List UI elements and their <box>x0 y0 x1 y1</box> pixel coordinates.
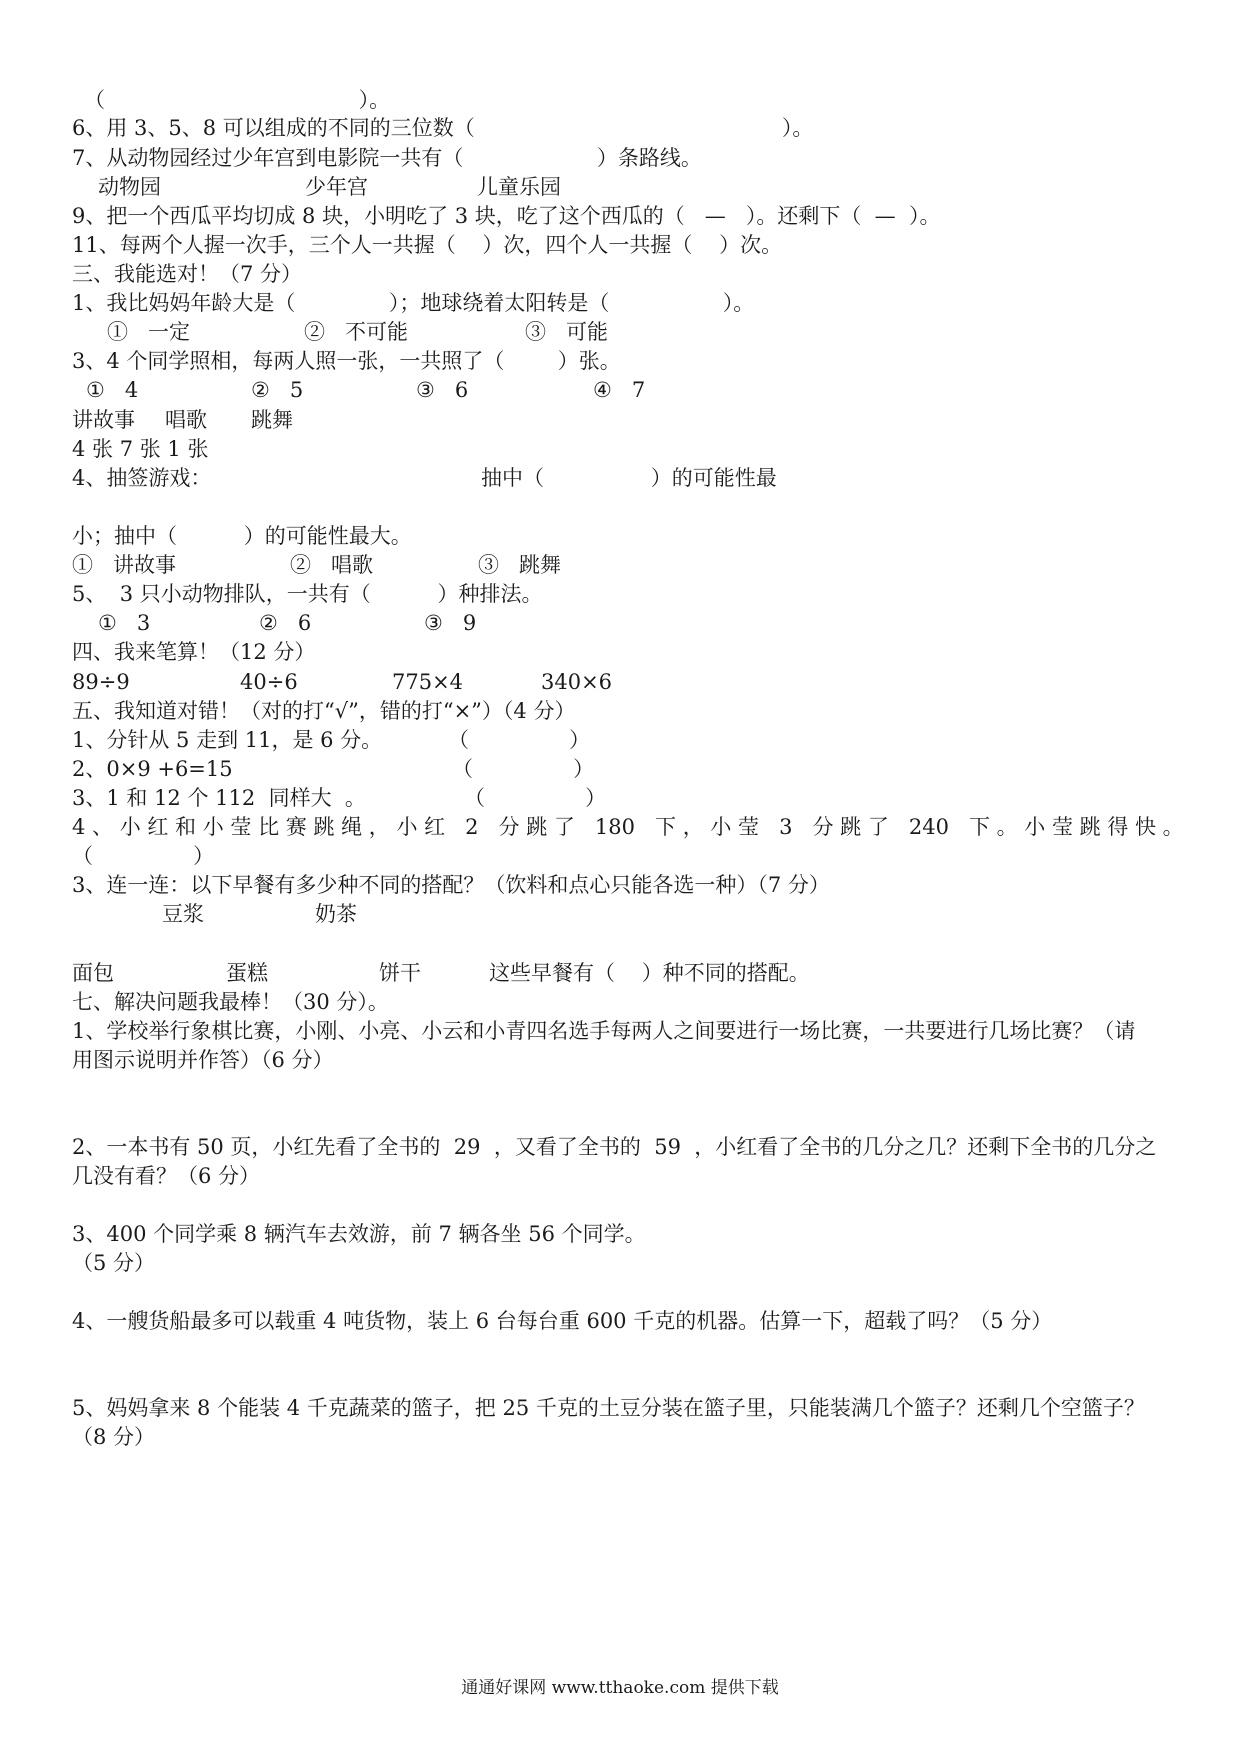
option-4: ④ 7 <box>593 378 646 402</box>
tf-2: 2、0×9 +6=15 <box>72 757 233 781</box>
problem-1: 1、学校举行象棋比赛，小刚、小亮、小云和小青四名选手每两人之间要进行一场比赛，一共要进行几场比赛？（请 <box>72 1019 1136 1043</box>
problem-3-points: （5 分） <box>72 1251 156 1275</box>
option-1: ① 4 <box>86 378 139 402</box>
option-2: ② 不可能 <box>304 320 409 344</box>
problem-5-points: （8 分） <box>72 1425 156 1449</box>
problem-2: 2、一本书有 50 页，小红先看了全书的 29 ，又看了全书的 59 ，小红看了全书的几分之几？还剩下全书的几分之 <box>72 1135 1157 1159</box>
calc-1: 89÷9 <box>72 670 130 694</box>
card-label-dance: 跳舞 <box>251 408 293 432</box>
option-1: ① 讲故事 <box>72 553 177 577</box>
question-3-4: 4、抽签游戏： <box>72 466 212 490</box>
calc-4: 340×6 <box>541 670 613 694</box>
option-2: ② 唱歌 <box>290 553 374 577</box>
snack-cake: 蛋糕 <box>226 961 268 985</box>
problem-5: 5、妈妈拿来 8 个能装 4 千克蔬菜的篮子，把 25 千克的土豆分装在篮子里，只能装满几个篮子？还剩几个空篮子？ <box>72 1396 1145 1420</box>
drink-soy-milk: 豆浆 <box>162 902 204 926</box>
problem-2-cont: 几没有看？（6 分） <box>72 1164 261 1188</box>
question-6: 6、用 3、5、8 可以组成的不同的三位数（ ）。 <box>72 116 814 140</box>
card-label-sing: 唱歌 <box>165 408 207 432</box>
question-connect: 3、连一连：以下早餐有多少种不同的搭配？（饮料和点心只能各选一种）（7 分） <box>72 873 830 897</box>
question-11: 11、每两个人握一次手，三个人一共握（ ）次，四个人一共握（ ）次。 <box>72 233 783 257</box>
combo-question: 这些早餐有（ ）种不同的搭配。 <box>489 961 810 985</box>
option-3: ③ 6 <box>416 378 469 402</box>
label-youth-palace: 少年宫 <box>305 175 368 199</box>
question-3-4-cont: 小；抽中（ ）的可能性最大。 <box>72 524 412 548</box>
tf-4-blank: （ ） <box>72 844 215 868</box>
calc-2: 40÷6 <box>240 670 298 694</box>
option-3: ③ 跳舞 <box>478 553 562 577</box>
label-kids-park: 儿童乐园 <box>477 175 561 199</box>
drink-milk-tea: 奶茶 <box>315 902 357 926</box>
problem-4: 4、一艘货船最多可以载重 4 吨货物，装上 6 台每台重 600 千克的机器。估算一下，超载了吗？（5 分） <box>72 1309 1053 1333</box>
section-5-heading: 五、我知道对错！（对的打“√”，错的打“×”）（4 分） <box>72 699 576 723</box>
text-line: （ ）。 <box>84 88 391 112</box>
section-7-heading: 七、解决问题我最棒！（30 分）。 <box>72 990 389 1014</box>
question-7: 7、从动物园经过少年宫到电影院一共有（ ）条路线。 <box>72 146 702 170</box>
tf-2-blank: （ ） <box>452 757 595 781</box>
snack-biscuit: 饼干 <box>379 961 421 985</box>
section-3-heading: 三、我能选对！（7 分） <box>72 262 303 286</box>
card-label-story: 讲故事 <box>72 408 135 432</box>
option-3: ③ 9 <box>424 611 477 635</box>
label-zoo: 动物园 <box>98 175 161 199</box>
option-1: ① 3 <box>98 611 151 635</box>
snack-bread: 面包 <box>72 961 114 985</box>
card-counts: 4 张 7 张 1 张 <box>72 437 209 461</box>
question-3-5: 5、 3 只小动物排队，一共有（ ）种排法。 <box>72 582 543 606</box>
calc-3: 775×4 <box>392 670 464 694</box>
option-2: ② 6 <box>259 611 312 635</box>
tf-1: 1、分针从 5 走到 11，是 6 分。 <box>72 728 383 752</box>
question-3-1: 1、我比妈妈年龄大是（ ）；地球绕着太阳转是（ ）。 <box>72 291 755 315</box>
option-1: ① 一定 <box>107 320 191 344</box>
footer: 通通好课网 www.tthaoke.com 提供下载 <box>461 1678 779 1698</box>
problem-3: 3、400 个同学乘 8 辆汽车去效游，前 7 辆各坐 56 个同学。 <box>72 1222 646 1246</box>
tf-3: 3、1 和 12 个 112 同样大 。 <box>72 786 366 810</box>
question-9: 9、把一个西瓜平均切成 8 块，小明吃了 3 块，吃了这个西瓜的（ — ）。还剩下（ — ）。 <box>72 204 941 228</box>
section-4-heading: 四、我来笔算！（12 分） <box>72 640 316 664</box>
question-3-3: 3、4 个同学照相，每两人照一张，一共照了（ ）张。 <box>72 349 621 373</box>
option-3: ③ 可能 <box>525 320 609 344</box>
tf-3-blank: （ ） <box>464 786 607 810</box>
tf-1-blank: （ ） <box>448 728 591 752</box>
option-2: ② 5 <box>251 378 304 402</box>
question-3-4-part: 抽中（ ）的可能性最 <box>481 466 777 490</box>
tf-4: 4 、 小 红 和 小 莹 比 赛 跳 绳 ， 小 红 2 分 跳 了 180 下 ， 小 莹 3 分 跳 了 240 下 。 小 莹 跳 得 快 。 <box>72 815 1184 839</box>
problem-1-cont: 用图示说明并作答）（6 分） <box>72 1048 334 1072</box>
